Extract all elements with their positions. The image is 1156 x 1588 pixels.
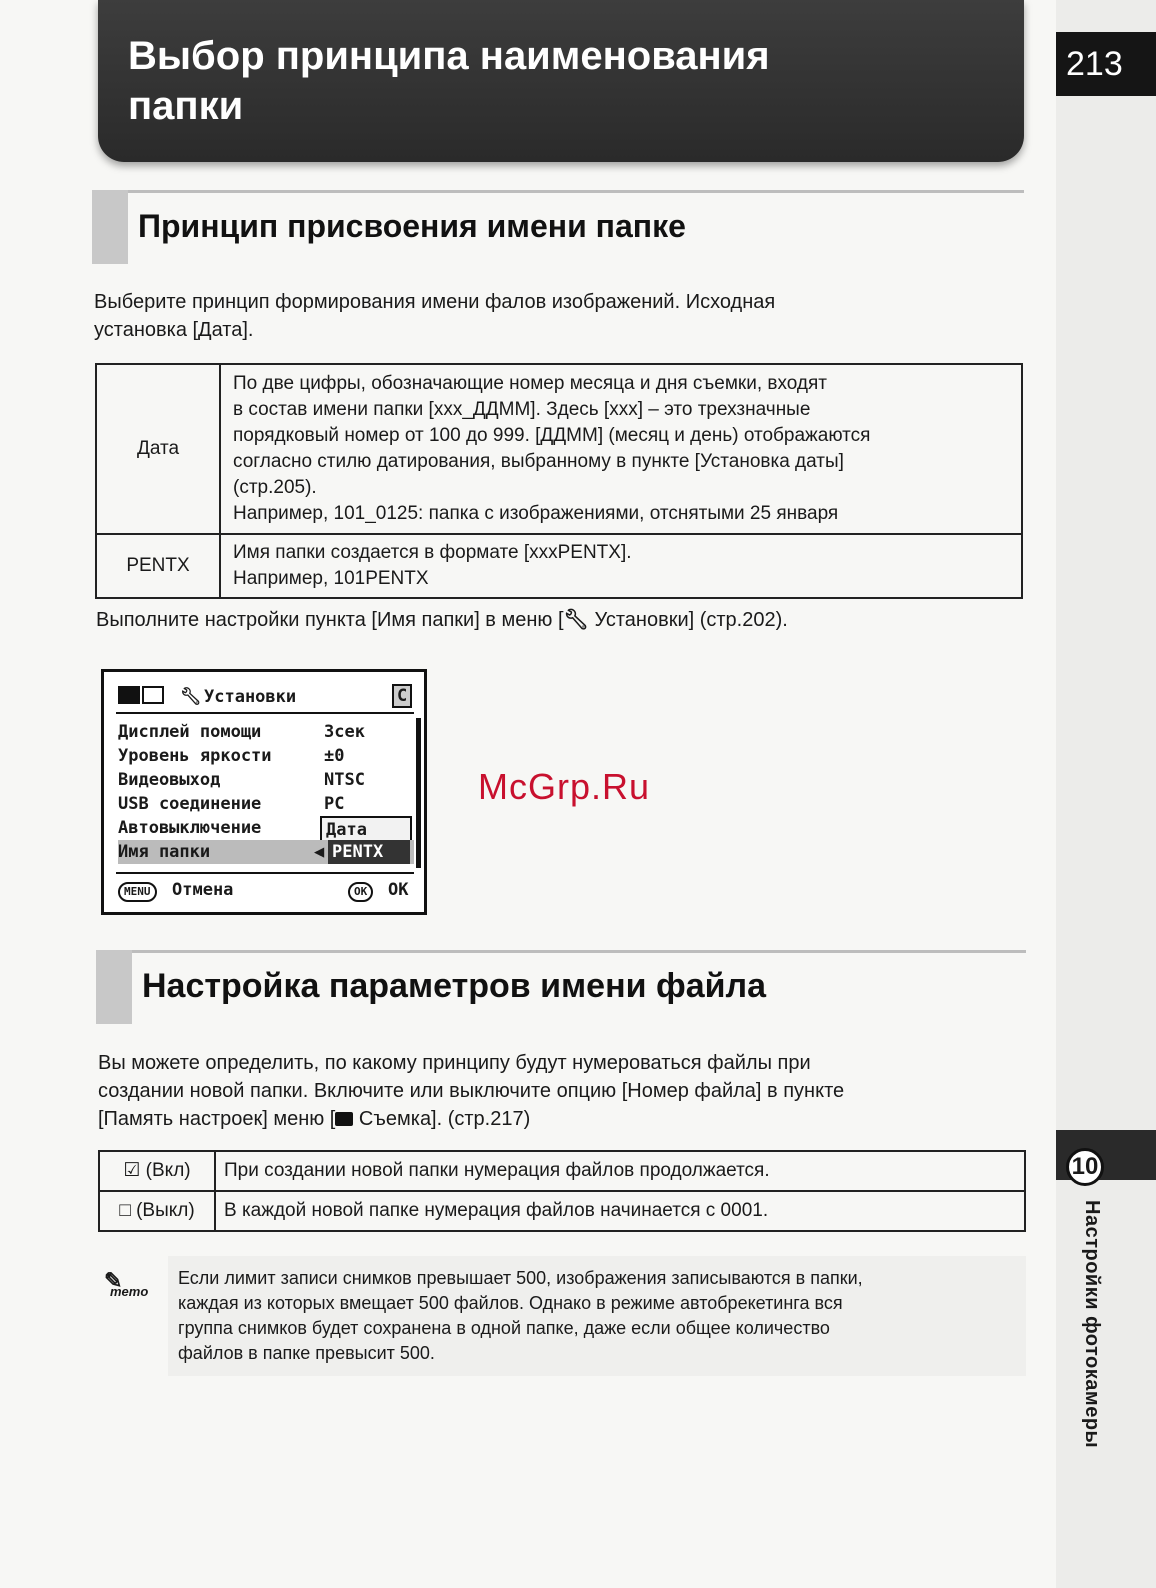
description-line: Например, 101_0125: папка с изображениями, отснятыми 25 января	[233, 503, 839, 524]
section2-rule	[96, 950, 1026, 953]
section1-intro-line2: установка [Дата].	[94, 319, 254, 341]
menu-item-label: Уровень яркости	[118, 746, 272, 766]
section2-intro-line1: Вы можете определить, по какому принципу будут нумероваться файлы при	[98, 1052, 811, 1074]
intro-line3-post: Съемка]. (стр.217)	[353, 1108, 531, 1130]
option-cell: PENTX	[96, 534, 220, 598]
description-cell	[220, 364, 1022, 534]
menu-item[interactable]	[118, 768, 418, 792]
menu-key-label: MENU	[118, 882, 157, 902]
menu-header-title: Установки	[204, 687, 297, 707]
menu-item-value: ±0	[324, 746, 345, 766]
section2-intro-line3	[98, 1105, 844, 1133]
menu-item-selected[interactable]	[118, 840, 414, 864]
chapter-number-badge: 10	[1066, 1148, 1104, 1186]
table-row	[99, 1151, 1025, 1191]
section2-intro-line2: создании новой папки. Включите или выключите опцию [Номер файла] в пункте	[98, 1080, 845, 1102]
menu-item[interactable]	[118, 720, 418, 744]
menu-item-value: 3сек	[324, 722, 365, 742]
description-cell: В каждой новой папке нумерация файлов начинается с 0001.	[215, 1191, 1025, 1231]
watermark: McGrp.Ru	[478, 766, 651, 807]
page-title-banner	[98, 0, 1024, 162]
instruction-text-post: Установки] (стр.202).	[588, 609, 788, 631]
description-line: Имя папки создается в формате [хххPENTX].	[233, 542, 632, 563]
chapter-sidebar	[1056, 0, 1156, 1588]
camera-menu-screen	[101, 669, 427, 915]
menu-item-label: Видеовыход	[118, 770, 221, 790]
menu-header	[116, 686, 414, 714]
camera-tab-icon[interactable]	[118, 686, 140, 704]
menu-instruction	[96, 606, 788, 634]
option-cell: □ (Выкл)	[99, 1191, 215, 1231]
section2-marker	[96, 950, 132, 1024]
page-title-line2: папки	[128, 84, 244, 128]
description-line: согласно стилю датирования, выбранному в пункте [Установка даты]	[233, 451, 844, 472]
memo-line: каждая из которых вмещает 500 файлов. Однако в режиме автобрекетинга вся	[178, 1293, 843, 1313]
menu-item[interactable]	[118, 816, 418, 840]
memo-line: Если лимит записи снимков превышает 500, изображения записываются в папки,	[178, 1268, 863, 1288]
camera-icon	[335, 1112, 353, 1126]
menu-item-label: Имя папки	[118, 842, 211, 862]
option-cell: Дата	[96, 364, 220, 534]
section1-intro	[94, 288, 775, 344]
memo-line: файлов в папке превысит 500.	[178, 1343, 435, 1363]
description-cell	[220, 534, 1022, 598]
description-line: порядковый номер от 100 до 999. [ДДММ] (месяц и день) отображаются	[233, 425, 871, 446]
wrench-icon: 🔧︎	[563, 609, 589, 631]
menu-item-label: Автовыключение	[118, 818, 262, 838]
menu-item-label: USB соединение	[118, 794, 262, 814]
file-number-table	[98, 1150, 1026, 1232]
dropdown-option-date[interactable]: Дата	[320, 816, 412, 842]
select-arrow-icon: ◀	[314, 842, 325, 862]
folder-name-table	[95, 363, 1023, 599]
cancel-label: Отмена	[172, 880, 234, 900]
section2-intro	[98, 1049, 844, 1133]
dropdown-option-pentx[interactable]: PENTX	[328, 840, 410, 864]
menu-key-button[interactable]	[118, 882, 157, 902]
section1-heading: Принцип присвоения имени папке	[138, 208, 686, 244]
memo-text	[178, 1266, 863, 1366]
page-title-line1: Выбор принципа наименования	[128, 34, 770, 78]
option-cell: ☑ (Вкл)	[99, 1151, 215, 1191]
table-row	[96, 534, 1022, 598]
section1-marker	[92, 190, 128, 264]
memo-icon: ✎ memo	[104, 1268, 149, 1299]
menu-item-label: Дисплей помощи	[118, 722, 262, 742]
section2-heading: Настройка параметров имени файла	[142, 967, 767, 1005]
description-line: в состав имени папки [ххх_ДДММ]. Здесь [ххх] – это трехзначные	[233, 399, 811, 420]
menu-item-value: NTSC	[324, 770, 365, 790]
description-line: (стр.205).	[233, 477, 317, 498]
chapter-label: Настройки фотокамеры	[1081, 1200, 1103, 1449]
wrench-icon: 🔧︎	[180, 687, 202, 707]
memo-icon-label: memo	[110, 1284, 149, 1299]
menu-item[interactable]	[118, 792, 418, 816]
description-cell: При создании новой папки нумерация файлов продолжается.	[215, 1151, 1025, 1191]
description-line: Например, 101PENTX	[233, 568, 429, 589]
playback-tab-icon[interactable]	[142, 686, 164, 704]
ok-key-button[interactable]	[348, 882, 373, 902]
instruction-text-pre: Выполните настройки пункта [Имя папки] в меню [	[96, 609, 564, 631]
intro-line3-pre: [Память настроек] меню [	[98, 1108, 336, 1130]
table-row	[96, 364, 1022, 534]
custom-tab-badge[interactable]: C	[392, 684, 412, 708]
memo-line: группа снимков будет сохранена в одной папке, даже если общее количество	[178, 1318, 830, 1338]
menu-footer	[116, 872, 414, 910]
section1-rule	[92, 190, 1024, 193]
page-number: 213	[1056, 32, 1156, 96]
ok-label: OK	[388, 880, 409, 900]
table-row	[99, 1191, 1025, 1231]
description-line: По две цифры, обозначающие номер месяца и дня съемки, входят	[233, 373, 828, 394]
menu-item-value: PC	[324, 794, 345, 814]
menu-item[interactable]	[118, 744, 418, 768]
ok-key-label: OK	[348, 882, 373, 902]
section1-intro-line1: Выберите принцип формирования имени фалов изображений. Исходная	[94, 291, 776, 313]
